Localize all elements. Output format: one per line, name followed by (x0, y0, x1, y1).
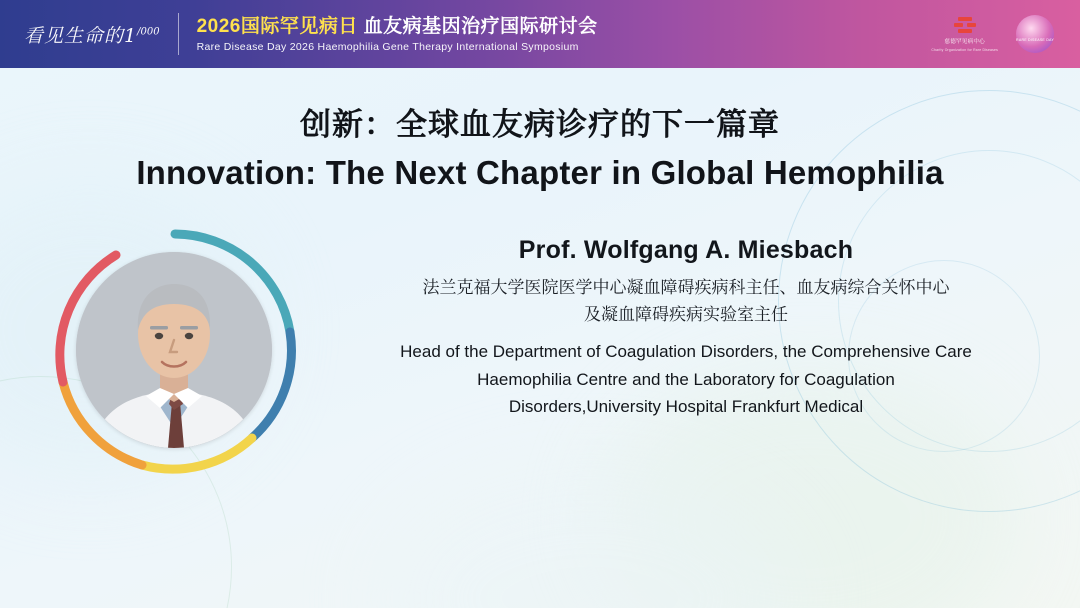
organizer-mark-icon (952, 16, 978, 34)
header-title-cn-highlight: 2026国际罕见病日 (196, 16, 358, 38)
title-block (0, 106, 1080, 192)
slide-title-en: Innovation: The Next Chapter in Global Hemophilia (136, 153, 944, 191)
speaker-title-en-line-1: Head of the Department of Coagulation Disorders, the Comprehensive Care (400, 342, 972, 362)
speaker-portrait-block (28, 214, 318, 514)
speaker-title-en (322, 338, 1050, 421)
organizer-caption-cn: 慈德罕见病中心 (944, 39, 985, 45)
organizer-caption-en: Charity Organization for Rare Diseases (931, 48, 998, 52)
header-title-cn-rest: 血友病基因治疗国际研讨会 (357, 16, 598, 38)
speaker-title-cn-line-2: 及凝血障碍疾病实验室主任 (584, 304, 788, 324)
header-divider (178, 13, 179, 55)
speaker-title-en-line-2: Haemophilia Centre and the Laboratory for Coagulation (477, 369, 895, 389)
slide-title-cn: 创新：全球血友病诊疗的下一篇章 (300, 107, 780, 142)
header-title-cn (197, 15, 598, 39)
event-brush-logo (24, 21, 160, 48)
portrait-illustration (76, 252, 272, 448)
header-logos (931, 15, 1054, 53)
speaker-title-en-line-3: Disorders,University Hospital Frankfurt Medical (508, 397, 864, 417)
header-title-en: Rare Disease Day 2026 Haemophilia Gene Therapy International Symposium (196, 40, 579, 53)
speaker-title-cn-line-1: 法兰克福大学医院医学中心凝血障碍疾病科主任、血友病综合关怀中心 (422, 278, 950, 298)
speaker-text-block (318, 236, 1080, 514)
organizer-logo (931, 16, 998, 52)
speaker-title-cn (322, 275, 1050, 328)
brush-logo-superscript: /000 (137, 26, 160, 38)
rare-disease-day-badge (1016, 15, 1054, 53)
speaker-area (0, 214, 1080, 514)
rare-disease-day-badge-caption: RARE DISEASE DAY (1016, 37, 1054, 42)
speaker-portrait-photo (76, 252, 272, 448)
brush-logo-text: 看见生命的1 (24, 24, 138, 47)
slide-header (0, 0, 1080, 68)
speaker-name: Prof. Wolfgang A. Miesbach (518, 236, 854, 265)
header-title-group (197, 15, 598, 53)
